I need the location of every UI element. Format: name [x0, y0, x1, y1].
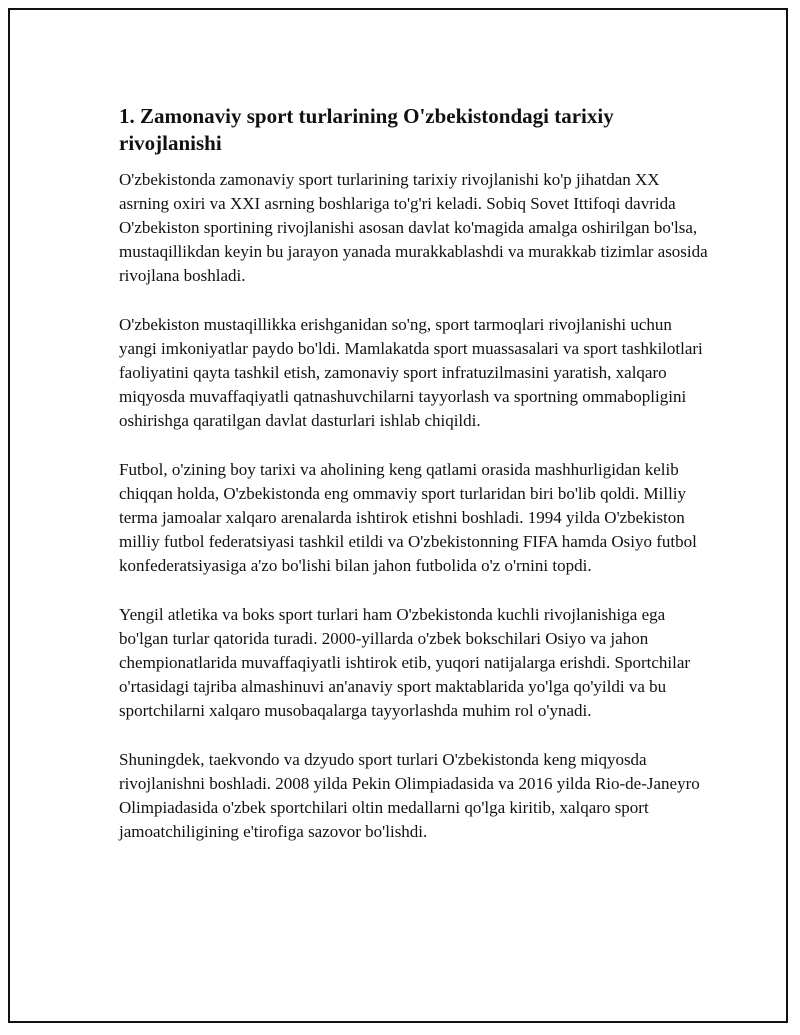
document-page — [8, 8, 788, 1023]
document-content — [119, 103, 709, 869]
paragraph-4: Yengil atletika va boks sport turlari ham O'zbekistonda kuchli rivojlanishiga ega bo'lgan turlar qatorida turadi. 2000-yillarda o'zbek bokschilari Osiyo va jahon chempionatlarida muvaffaqiyatli ishtirok etib, yuqori natijalarga erishdi. Sportchilar o'rtasidagi tajriba almashinuvi an'anaviy sport maktablarida yo'lga qo'yildi va bu sportchilarni xalqaro musobaqalarga tayyorlashda muhim rol o'ynadi. — [119, 605, 691, 720]
paragraph-3: Futbol, o'zining boy tarixi va aholining keng qatlami orasida mashhurligidan kelib chiqqan holda, O'zbekistonda eng ommaviy sport turlaridan biri bo'lib qoldi. Milliy terma jamoalar xalqaro arenalarda ishtirok etishni boshladi. 1994 yilda O'zbekiston milliy futbol federatsiyasi tashkil etildi va O'zbekistonning FIFA hamda Osiyo futbol konfederatsiyasiga a'zo bo'lishi bilan jahon futbolida o'z o'rnini topdi. — [119, 460, 697, 575]
section-heading: 1. Zamonaviy sport turlarining O'zbekistondagi tarixiy rivojlanishi — [119, 104, 614, 155]
paragraph-5: Shuningdek, taekvondo va dzyudo sport turlari O'zbekistonda keng miqyosda rivojlanishni boshladi. 2008 yilda Pekin Olimpiadasida va 2016 yilda Rio-de-Janeyro Olimpiadasida o'zbek sportchilari oltin medallarni qo'lga kiritib, xalqaro sport jamoatchiligining e'tirofiga sazovor bo'lishdi. — [119, 750, 700, 841]
paragraph-1: O'zbekistonda zamonaviy sport turlarining tarixiy rivojlanishi ko'p jihatdan XX asrning oxiri va XXI asrning boshlariga to'g'ri keladi. Sobiq Sovet Ittifoqi davrida O'zbekiston sportining rivojlanishi asosan davlat ko'magida amalga oshirilgan bo'lsa, mustaqillikdan keyin bu jarayon yanada murakkablashdi va murakkab tizimlar asosida rivojlana boshladi. — [119, 170, 708, 285]
paragraph-2: O'zbekiston mustaqillikka erishganidan so'ng, sport tarmoqlari rivojlanishi uchun yangi imkoniyatlar paydo bo'ldi. Mamlakatda sport muassasalari va sport tashkilotlari faoliyatini qayta tashkil etish, zamonaviy sport infratuzilmasini yaratish, xalqaro miqyosda muvaffaqiyatli qatnashuvchilarni tayyorlash va sportning ommabopligini oshirishga qaratilgan davlat dasturlari ishlab chiqildi. — [119, 315, 703, 430]
